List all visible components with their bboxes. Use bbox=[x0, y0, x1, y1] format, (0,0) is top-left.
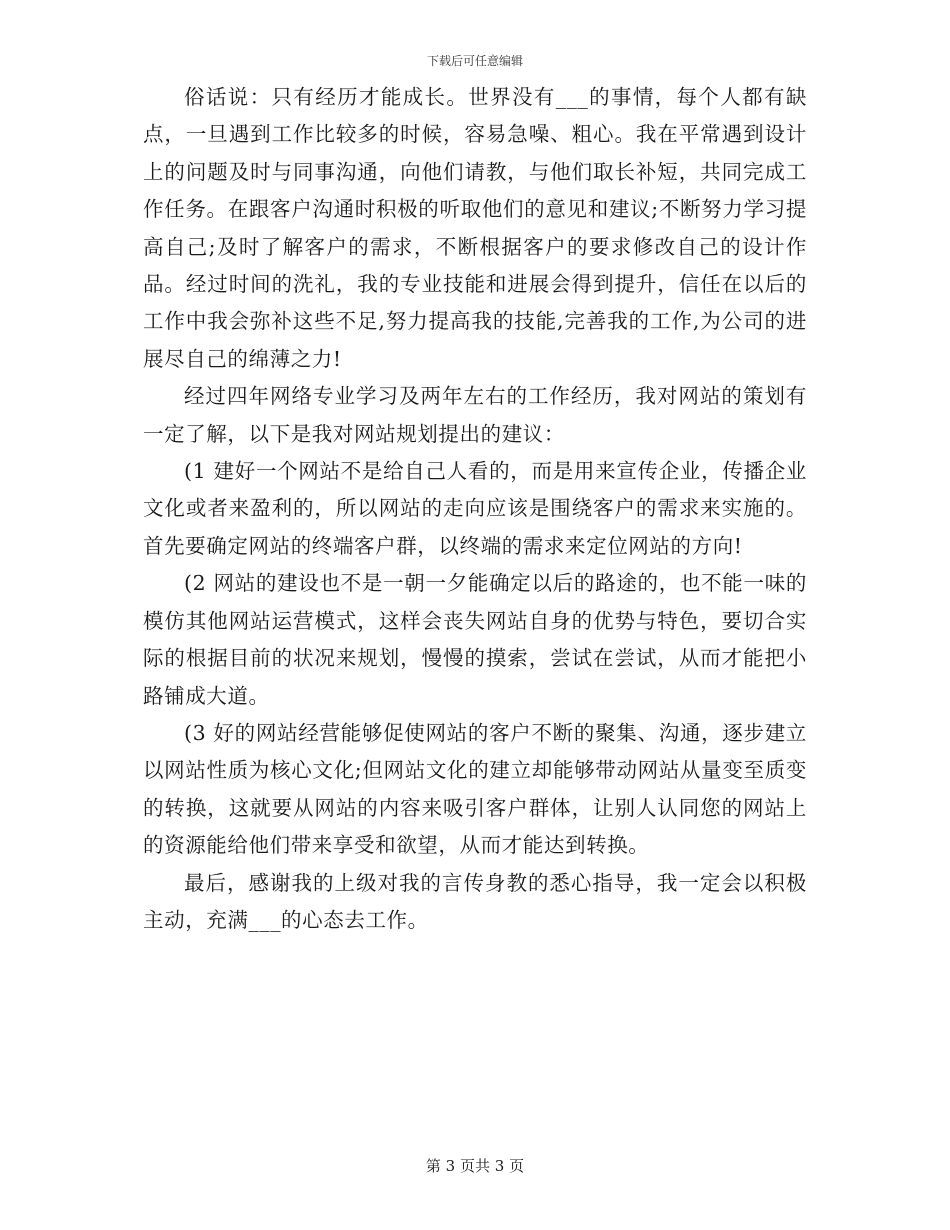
paragraph-1: 俗话说：只有经历才能成长。世界没有___的事情，每个人都有缺点，一旦遇到工作比较多的时候，容易急噪、粗心。我在平常遇到设计上的问题及时与同事沟通，向他们请教，与他们取长补短，共同完成工作任务。在跟客户沟通时积极的听取他们的意见和建议;不断努力学习提高自己;及时了解客户的需求，不断根据客户的要求修改自己的设计作品。经过时间的洗礼，我的专业技能和进展会得到提升，信任在以后的工作中我会弥补这些不足,努力提高我的技能,完善我的工作,为公司的进展尽自己的绵薄之力! bbox=[143, 85, 807, 371]
paragraph-4: (2 网站的建设也不是一朝一夕能确定以后的路途的，也不能一味的模仿其他网站运营模式，这样会丧失网站自身的优势与特色，要切合实际的根据目前的状况来规划，慢慢的摸索，尝试在尝试，从而才能把小路铺成大道。 bbox=[143, 571, 807, 708]
document-body bbox=[143, 79, 807, 939]
paragraph-5: (3 好的网站经营能够促使网站的客户不断的聚集、沟通，逐步建立以网站性质为核心文化;但网站文化的建立却能够带动网站从量变至质变的转换，这就要从网站的内容来吸引客户群体，让别人认同您的网站上的资源能给他们带来享受和欲望，从而才能达到转换。 bbox=[143, 720, 807, 858]
page-number: 第 3 页共 3 页 bbox=[425, 1157, 525, 1175]
page-header: 下载后可任意编辑 bbox=[426, 54, 523, 68]
paragraph-6: 最后，感谢我的上级对我的言传身教的悉心指导，我一定会以积极主动，充满___的心态去工作。 bbox=[143, 870, 807, 932]
paragraph-3: (1 建好一个网站不是给自己人看的，而是用来宣传企业，传播企业文化或者来盈利的，所以网站的走向应该是围绕客户的需求来实施的。首先要确定网站的终端客户群，以终端的需求来定位网站的方向! bbox=[143, 459, 807, 558]
paragraph-2: 经过四年网络专业学习及两年左右的工作经历，我对网站的策划有一定了解，以下是我对网站规划提出的建议： bbox=[143, 384, 807, 446]
